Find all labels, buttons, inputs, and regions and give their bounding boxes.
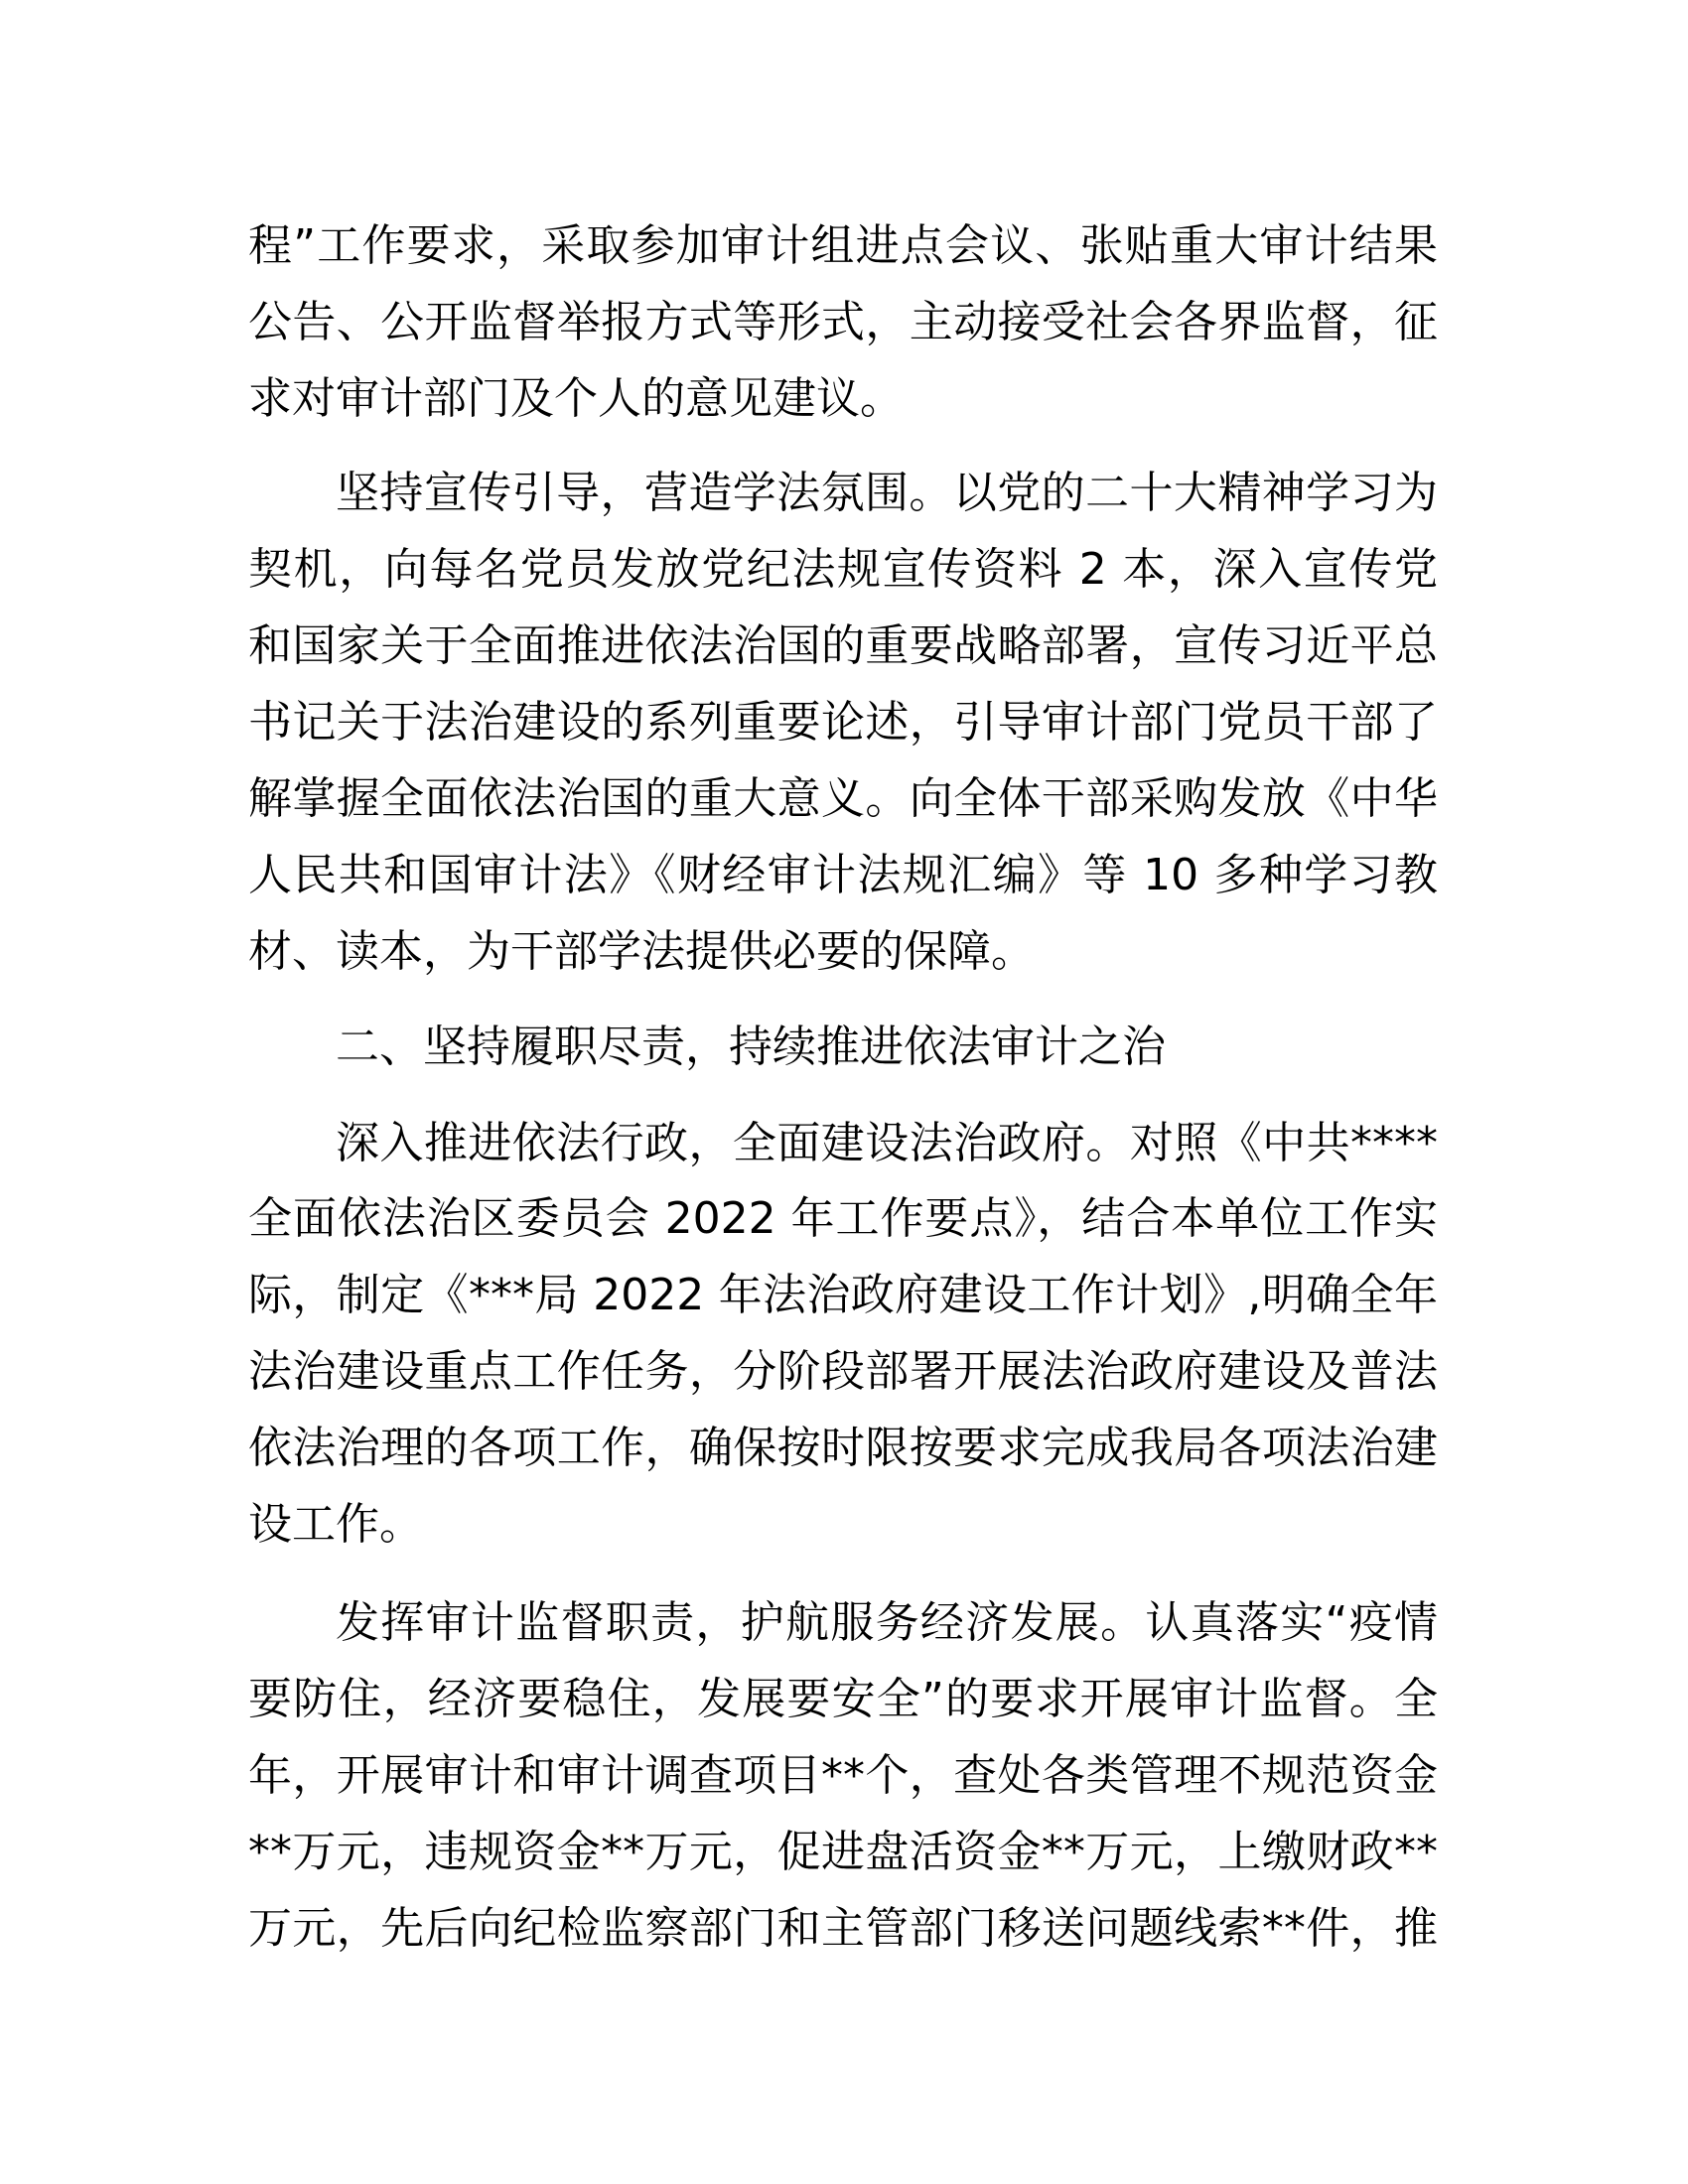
text-line: 万元，先后向纪检监察部门和主管部门移送问题线索**件，推 xyxy=(248,1903,1438,1954)
text-line: 全面依法治区委员会 2022 年工作要点》，结合本单位工作实 xyxy=(248,1193,1438,1244)
text-line: 解掌握全面依法治国的重大意义。向全体干部采购发放《中华 xyxy=(248,773,1438,824)
text-line: 发挥审计监督职责，护航服务经济发展。认真落实“疫情 xyxy=(336,1597,1438,1648)
text-line: **万元，违规资金**万元，促进盘活资金**万元，上缴财政** xyxy=(248,1827,1438,1877)
text-line: 设工作。 xyxy=(248,1499,423,1550)
text-line: 契机，向每名党员发放党纪法规宣传资料 2 本，深入宣传党 xyxy=(248,544,1438,595)
text-line: 公告、公开监督举报方式等形式，主动接受社会各界监督，征 xyxy=(248,297,1438,347)
text-line: 人民共和国审计法》《财经审计法规汇编》等 10 多种学习教 xyxy=(248,850,1438,900)
text-line: 法治建设重点工作任务，分阶段部署开展法治政府建设及普法 xyxy=(248,1346,1438,1397)
text-line: 求对审计部门及个人的意见建议。 xyxy=(248,373,904,424)
text-line: 依法治理的各项工作，确保按时限按要求完成我局各项法治建 xyxy=(248,1423,1438,1473)
text-line: 程”工作要求，采取参加审计组进点会议、张贴重大审计结果 xyxy=(248,220,1438,271)
text-line: 要防住，经济要稳住，发展要安全”的要求开展审计监督。全 xyxy=(248,1674,1438,1724)
text-line: 年，开展审计和审计调查项目**个，查处各类管理不规范资金 xyxy=(248,1750,1438,1801)
text-line: 书记关于法治建设的系列重要论述，引导审计部门党员干部了 xyxy=(248,697,1438,748)
text-line: 深入推进依法行政，全面建设法治政府。对照《中共**** xyxy=(336,1118,1438,1168)
heading-text: 二、坚持履职尽责，持续推进依法审计之治 xyxy=(336,1022,1166,1072)
text-line: 和国家关于全面推进依法治国的重要战略部署，宣传习近平总 xyxy=(248,620,1438,671)
text-line: 材、读本，为干部学法提供必要的保障。 xyxy=(248,926,1035,977)
text-line: 际，制定《***局 2022 年法治政府建设工作计划》,明确全年 xyxy=(248,1270,1438,1320)
text-line: 坚持宣传引导，营造学法氛围。以党的二十大精神学习为 xyxy=(336,468,1438,518)
